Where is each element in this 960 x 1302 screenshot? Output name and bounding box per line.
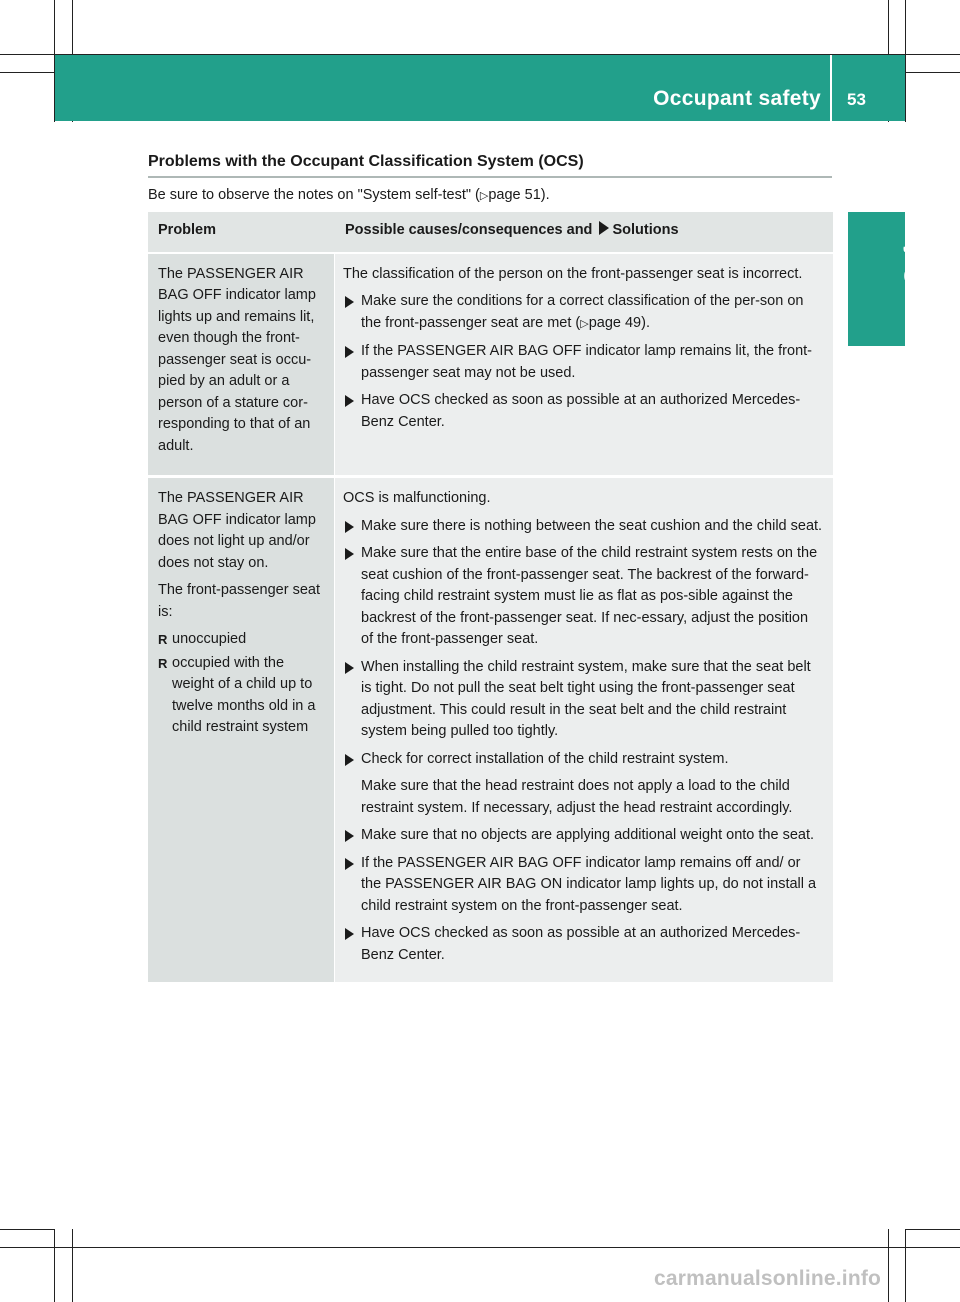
action-arrow-icon [345,662,354,674]
action-arrow-icon [345,296,354,308]
page-title: Problems with the Occupant Classification System (OCS) [148,153,584,170]
page-header [55,55,905,121]
solution-step [343,291,824,335]
crop-mark [905,0,906,122]
problem-cell [148,254,335,479]
chapter-tab-label: Safety [900,212,927,285]
solution-step [343,516,824,538]
intro-page-ref[interactable]: page 51 [488,187,541,203]
crop-mark [905,1229,906,1302]
action-arrow-icon [345,548,354,560]
crop-mark [72,1229,73,1302]
step-text: Make sure that the entire base of the child restraint system rests on the seat cushion of the front-passenger seat. The backrest of the forward-facing child restraint system must lie as flat as pos-sible against the backrest of the front-passenger seat. If nec-essary, adjust the position of the front-passenger seat. [361,545,818,647]
watermark: carmanualsonline.info [654,1267,882,1290]
page-ref-icon: ▷ [479,190,489,202]
section-name: Occupant safety [653,87,821,110]
crop-mark [54,1229,55,1302]
page-ref-icon: ▷ [580,317,589,330]
table-row [148,254,833,479]
solution-step [343,853,824,918]
solution-step [343,341,824,384]
table-row [148,478,833,982]
table-header-row [148,212,833,254]
problem-text: The front-passenger seat is: [158,582,321,620]
solution-cell [335,478,833,982]
bullet-icon: R [158,655,168,671]
action-arrow-icon [345,395,354,407]
action-arrow-icon [345,858,354,870]
step-text: Check for correct installation of the child restraint system. [361,750,729,767]
list-item [158,629,325,651]
action-arrow-icon [345,928,354,940]
col-header-solutions-a: Possible causes/consequences and [345,222,593,238]
solution-step [343,825,824,847]
col-header-solutions-b: Solutions [612,222,679,238]
solution-cell [335,254,833,479]
problem-cell [148,478,335,982]
solution-step [343,923,824,966]
col-header-solutions [335,212,833,254]
intro-before: Be sure to observe the notes on "System self-test" ( [148,187,480,203]
header-divider [830,55,832,121]
step-text: If the PASSENGER AIR BAG OFF indicator lamp remains off and/ or the PASSENGER AIR BAG ON indicator lamp lights up, do not install a child restraint system on the front-passenger seat. [361,854,817,914]
crop-mark [0,72,54,73]
solution-step [343,749,824,771]
step-text: Make sure there is nothing between the seat cushion and the child seat. [361,517,823,534]
step-text: Make sure that no objects are applying additional weight onto the seat. [361,827,815,843]
action-arrow-icon [345,830,354,842]
crop-mark [0,1229,54,1230]
action-arrow-icon [345,521,354,533]
step-text: Have OCS checked as soon as possible at an authorized Mercedes-Benz Center. [361,392,801,430]
page-number: 53 [847,90,866,109]
action-arrow-icon [345,346,354,358]
step-text-end: ). [641,314,650,331]
problem-text: The PASSENGER AIR BAG OFF indicator lamp does not light up and/or does not stay on. [158,490,316,571]
problem-text: The PASSENGER AIR BAG OFF indicator lamp lights up and remains lit, even though the front-passenger seat is occu-pied by an adult or a person of a stature cor-responding to that of an adult. [158,265,316,454]
title-rule [148,176,832,178]
chapter-tab [848,212,927,346]
crop-mark [906,1229,960,1230]
step-text: Make sure the conditions for a correct classification of the per-son on the front-passenger seat are met ( [361,293,804,331]
cause-text: OCS is malfunctioning. [343,490,491,506]
crop-mark [0,1247,960,1248]
solution-step [343,657,824,743]
intro-text [148,187,550,203]
cause-text: The classification of the person on the front-passenger seat is incorrect. [343,265,803,282]
bullet-text: occupied with the weight of a child up to twelve months old in a child restraint system [172,654,316,735]
list-item [158,653,325,739]
col-header-problem: Problem [148,212,335,254]
step-note: Make sure that the head restraint does not apply a load to the child restraint system. If necessary, adjust the head restraint accordingly. [361,778,793,816]
action-arrow-icon [345,754,354,766]
step-page-ref[interactable]: page 49 [588,314,642,331]
bullet-icon: R [158,632,168,647]
solution-step [343,390,824,433]
step-text: Have OCS checked as soon as possible at an authorized Mercedes-Benz Center. [361,925,801,963]
solution-step [343,543,824,651]
bullet-text: unoccupied [172,631,247,647]
intro-after: ). [540,187,550,203]
crop-mark [888,1229,889,1302]
action-arrow-icon [599,221,609,235]
ocs-problem-table [148,212,833,982]
step-text: If the PASSENGER AIR BAG OFF indicator lamp remains lit, the front-passenger seat may not be used. [361,343,812,381]
step-text: When installing the child restraint system, make sure that the seat belt is tight. Do not pull the seat belt tight using the front-passenger seat adjustment. This could result in the seat belt and the child restraint system being pulled too tightly. [361,658,811,739]
crop-mark [906,72,960,73]
